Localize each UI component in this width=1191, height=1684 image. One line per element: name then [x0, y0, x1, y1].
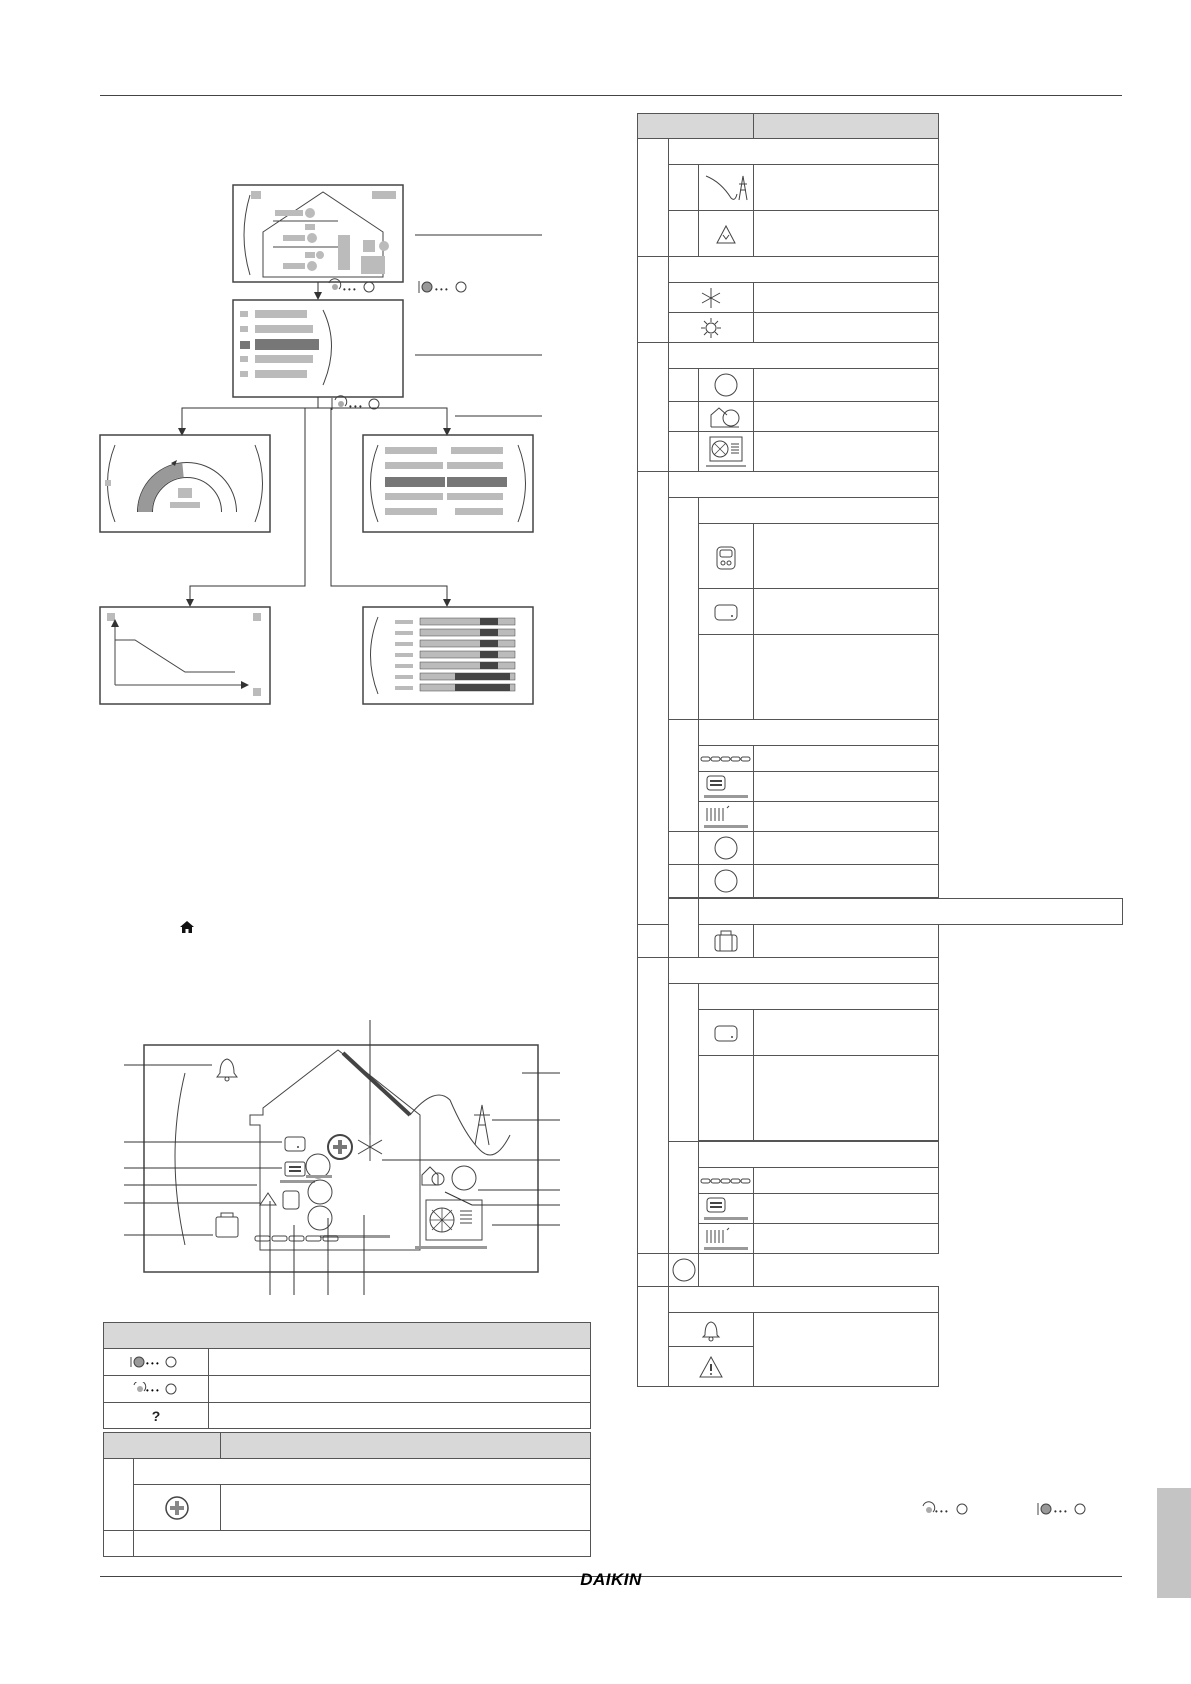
floor-heating-icon — [280, 1162, 315, 1183]
legend-row — [104, 1376, 591, 1403]
smart-grid-icon — [713, 221, 739, 247]
remote-controller-icon — [713, 603, 739, 623]
bell-icon — [700, 1318, 722, 1342]
bell-icon — [217, 1059, 237, 1081]
svg-text:• • •: • • • — [349, 402, 362, 411]
question-mark-icon: ? — [151, 1407, 161, 1424]
legend-row — [104, 1349, 591, 1376]
home-screen-thumbnail — [233, 185, 403, 282]
control-legend-table — [103, 1322, 591, 1429]
screen-hierarchy-diagram — [95, 180, 555, 710]
outdoor-unit-icon — [415, 1200, 487, 1249]
smart-grid-icon — [260, 1193, 276, 1205]
svg-text:• • •: • • • — [935, 1507, 948, 1516]
chapter-tab — [1157, 1488, 1191, 1598]
warning-icon — [698, 1355, 724, 1379]
floor-heating-icon — [701, 1196, 751, 1222]
sun-icon — [700, 317, 722, 339]
pylon-icon — [474, 1105, 490, 1145]
pylon-icon — [701, 172, 751, 204]
setpoint-screen-thumbnail — [100, 435, 270, 532]
menu-screen-thumbnail — [233, 300, 403, 397]
home-icon — [180, 921, 194, 933]
floor-heating-icon — [701, 774, 751, 800]
press-turn-dial-icon — [126, 1355, 186, 1369]
svg-text:• • •: • • • — [435, 285, 448, 294]
legend-header — [104, 1323, 591, 1349]
circle-icon — [713, 835, 739, 861]
snowflake-icon — [700, 287, 722, 309]
dhw-tank-icon — [709, 405, 743, 429]
radiator-icon — [701, 804, 751, 830]
svg-text:• • •: • • • — [146, 1386, 159, 1395]
svg-text:• • •: • • • — [146, 1359, 159, 1368]
dial-hint-icon-2 — [332, 396, 379, 411]
snowflake-icon — [358, 1133, 382, 1161]
booster-heater-icon — [164, 1495, 190, 1521]
booster-table — [103, 1432, 591, 1557]
icon-description-table — [637, 113, 1123, 1387]
circle-icon — [713, 372, 739, 398]
thermostat-icon — [713, 545, 739, 571]
circle-icon — [713, 868, 739, 894]
svg-text:• • •: • • • — [1054, 1507, 1067, 1516]
daikin-logo: DAIKIN — [580, 1570, 642, 1589]
home-screen-overview — [120, 1015, 560, 1295]
turn-press-dial-icon — [126, 1382, 186, 1396]
dial-hint-icons-footer — [920, 1500, 1090, 1518]
remote-controller-icon — [713, 1024, 739, 1044]
heat-pump-convector-icon — [700, 1177, 752, 1185]
weather-curve-thumbnail — [100, 607, 270, 704]
schedule-thumbnail — [363, 607, 533, 704]
svg-text:• • •: • • • — [343, 285, 356, 294]
outdoor-unit-icon — [704, 435, 748, 469]
suitcase-icon — [712, 929, 740, 953]
header-rule — [100, 95, 1122, 96]
circle-icon — [671, 1257, 697, 1283]
thermostat-icon-small — [283, 1191, 299, 1209]
legend-row — [104, 1403, 591, 1429]
remote-controller-icon — [285, 1137, 305, 1151]
dial-hint-icons — [329, 279, 466, 294]
heat-pump-convector-icon — [700, 755, 752, 763]
holiday-suitcase-icon — [216, 1213, 238, 1237]
radiator-icon — [701, 1226, 751, 1252]
settings-list-thumbnail — [363, 435, 533, 532]
outdoor-unit-house-icon — [422, 1166, 476, 1190]
